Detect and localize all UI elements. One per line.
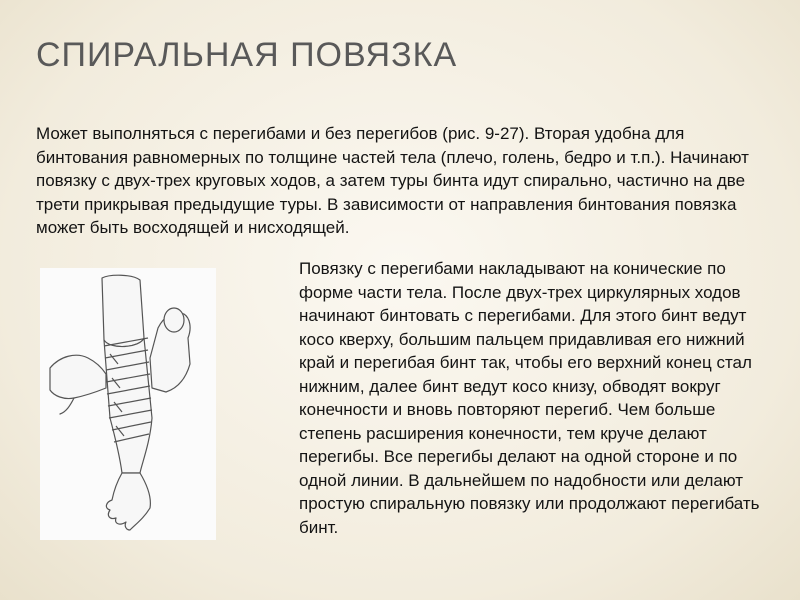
bandaged-arm-illustration-icon xyxy=(40,268,216,540)
right-paragraph: Повязку с перегибами накладывают на конические по форме части тела. После двух-трех циркулярных ходов начинают бинтовать с перегибами. Для этого бинт ведут косо кверху, большим пальцем придавливая его нижний край и перегибая бинт так, чтобы его верхний конец стал нижним, далее бинт ведут косо книзу, обводят вокруг конечности и вновь повторяют перегиб. Чем больше степень расширения конечности, тем круче делают перегибы. Все перегибы делают на одной стороне и по одной линии. В дальнейшем по надобности или делают простую спиральную повязку или продолжают перегибать бинт. xyxy=(299,259,760,537)
slide-title: СПИРАЛЬНАЯ ПОВЯЗКА xyxy=(36,36,458,74)
main-paragraph: Может выполняться с перегибами и без перегибов (рис. 9-27). Вторая удобна для бинтования равномерных по толщине частей тела (плечо, голень, бедро и т.п.). Начинают повязку с двух-трех круговых ходов, а затем туры бинта идут спирально, частично на две трети прикрывая предыдущие туры. В зависимости от направления бинтования повязка может быть восходящей и нисходящей. xyxy=(36,124,749,237)
